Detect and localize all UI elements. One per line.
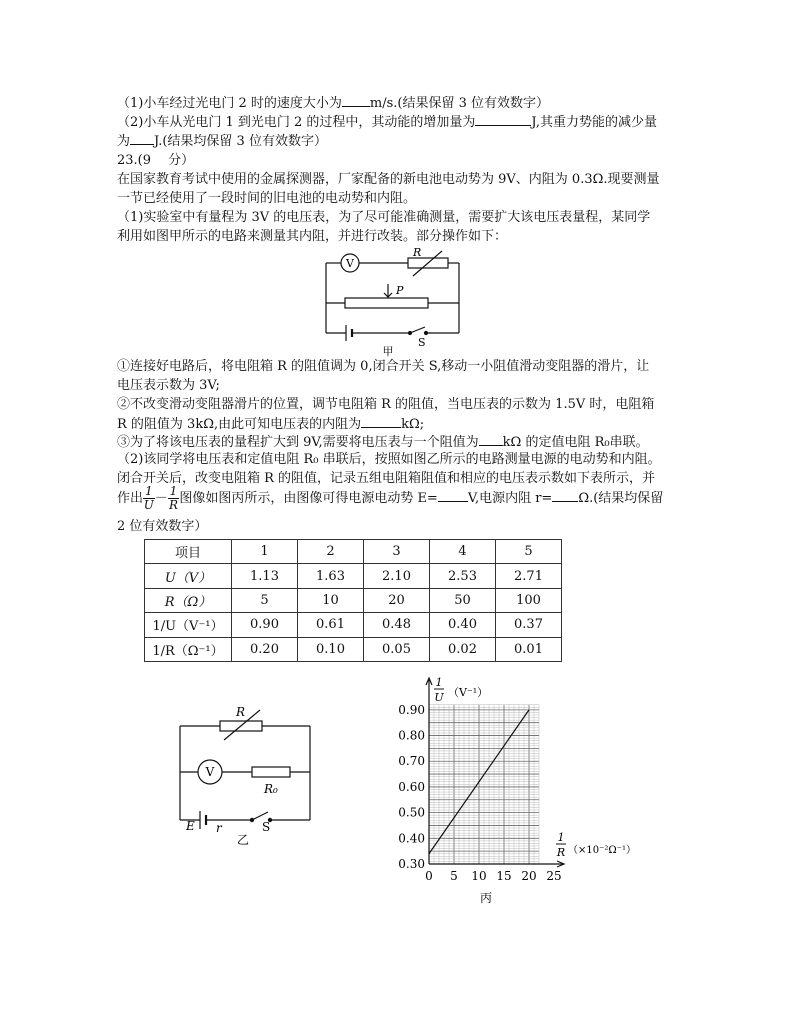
switch-label: S — [418, 336, 426, 349]
figure-caption: 甲 — [382, 345, 394, 358]
table-cell: 100 — [496, 588, 562, 612]
step-3: ③为了将该电压表的量程扩大到 9V,需要将电压表与一个阻值为 kΩ 的定值电阻 R₀串联。 — [117, 432, 649, 452]
table-cell: 1/R（Ω⁻¹） — [145, 637, 232, 661]
paragraph: （1)实验室中有量程为 3V 的电压表，为了尽可能准确测量，需要扩大该电压表量程，某同学 — [117, 210, 651, 225]
table-cell: 1.13 — [232, 564, 298, 588]
paragraph: 2 位有效数字） — [117, 519, 208, 534]
x-axis-label-den: R — [556, 846, 566, 859]
paragraph: 闭合开关后，改变电阻箱 R 的阻值，记录五组电阻箱阻值和相应的电压表示数如下表所示，并 — [117, 471, 656, 486]
x-tick-label: 5 — [450, 869, 458, 883]
table-cell: 5 — [232, 588, 298, 612]
table-cell: 2.10 — [364, 564, 430, 588]
answer-blank[interactable] — [130, 131, 154, 145]
table-cell: 50 — [430, 588, 496, 612]
figure-caption: 乙 — [236, 833, 250, 847]
resistor-label: R₀ — [264, 782, 278, 796]
answer-blank[interactable] — [479, 432, 503, 446]
table-cell: 0.40 — [430, 613, 496, 637]
switch-label: S — [262, 820, 271, 834]
voltmeter-label: V — [346, 257, 354, 270]
table-header: 2 — [298, 540, 364, 564]
x-tick-label: 0 — [425, 869, 433, 883]
voltmeter-label: V — [205, 765, 215, 779]
table-cell: 2.71 — [496, 564, 562, 588]
x-axis-label-unit: （×10⁻²Ω⁻¹） — [568, 845, 636, 856]
question-23-heading: 23.(9 分） — [117, 153, 195, 168]
table-row — [145, 637, 562, 661]
table-row — [145, 613, 562, 637]
data-table — [144, 539, 562, 662]
table-cell: 0.48 — [364, 613, 430, 637]
chart-ticks — [398, 703, 561, 883]
step-2-cont: R 的阻值为 3kΩ,由此可知电压表的内阻为 kΩ; — [117, 414, 424, 434]
table-cell: 0.10 — [298, 637, 364, 661]
step-2: ②不改变滑动变阻器滑片的位置，调节电阻箱 R 的阻值，当电压表的示数为 1.5V 时，电阻箱 — [117, 397, 655, 412]
box-label: R — [236, 705, 246, 719]
question-2-cont: 为 J.(结果均保留 3 位有效数字） — [117, 131, 327, 151]
paragraph: （2)该同学将电压表和定值电阻 R₀ 串联后，按照如图乙所示的电路测量电源的电动势和内阻。 — [117, 452, 661, 467]
table-cell: 0.20 — [232, 637, 298, 661]
slider-label: P — [396, 284, 404, 297]
y-tick-label: 0.50 — [398, 805, 425, 820]
table-cell: 20 — [364, 588, 430, 612]
table-cell: R（Ω） — [145, 588, 232, 612]
emf-label: E — [186, 819, 195, 833]
y-axis-label-unit: （V⁻¹） — [448, 686, 489, 699]
answer-blank[interactable] — [361, 414, 401, 428]
internal-resistance-label: r — [216, 821, 222, 835]
step-1-cont: 电压表示数为 3V; — [117, 378, 220, 393]
y-tick-label: 0.80 — [398, 728, 425, 743]
step-1: ①连接好电路后，将电阻箱 R 的阻值调为 0,闭合开关 S,移动一小阻值滑动变阻器的滑片，让 — [117, 359, 650, 374]
table-header: 项目 — [145, 540, 232, 564]
fraction-1-over-r: $\frac{1}{R}$ — [168, 484, 179, 512]
question-2: （2)小车从光电门 1 到光电门 2 的过程中，其动能的增加量为 J,其重力势能的减少量 — [117, 112, 657, 132]
table-row — [145, 564, 562, 588]
table-cell: 0.37 — [496, 613, 562, 637]
y-tick-label: 0.90 — [398, 702, 425, 717]
answer-blank[interactable] — [342, 93, 370, 107]
table-cell: 0.90 — [232, 613, 298, 637]
x-tick-label: 10 — [471, 869, 487, 883]
answer-blank[interactable] — [475, 112, 531, 126]
table-cell: 1/U（V⁻¹） — [145, 613, 232, 637]
table-header-row — [145, 540, 562, 564]
table-cell: 0.05 — [364, 637, 430, 661]
table-cell: 0.01 — [496, 637, 562, 661]
paragraph: 一节已经使用了一段时间的旧电池的电动势和内阻。 — [117, 191, 417, 206]
circuit-jia — [318, 246, 468, 358]
table-header: 5 — [496, 540, 562, 564]
table-cell: 0.02 — [430, 637, 496, 661]
chart-bing — [366, 672, 666, 908]
y-axis-label-num: 1 — [435, 676, 443, 689]
y-tick-label: 0.40 — [398, 831, 425, 846]
y-tick-label: 0.60 — [398, 779, 425, 794]
table-cell: 0.61 — [298, 613, 364, 637]
question-1: （1)小车经过光电门 2 时的速度大小为 m/s.(结果保留 3 位有效数字） — [117, 93, 549, 113]
table-cell: 10 — [298, 588, 364, 612]
paragraph: 在国家教育考试中使用的金属探测器，厂家配备的新电池电动势为 9V、内阻为 0.3Ω.现要测量 — [117, 172, 660, 187]
y-tick-label: 0.70 — [398, 754, 425, 769]
table-cell: 2.53 — [430, 564, 496, 588]
answer-blank[interactable] — [438, 488, 468, 502]
paragraph: 利用如图甲所示的电路来测量其内阻，并进行改装。部分操作如下： — [117, 229, 508, 244]
chart-caption: 丙 — [479, 891, 493, 905]
table-cell: U（V） — [145, 564, 232, 588]
answer-blank[interactable] — [552, 488, 578, 502]
table-header: 3 — [364, 540, 430, 564]
paragraph-with-fraction: 作出 $\frac{1}{U}$ － $\frac{1}{R}$ 图像如图丙所示，由图像可得电源电动势 E= V,电源内阻 r= Ω.(结果均保留 — [117, 484, 664, 512]
x-axis-label-num: 1 — [557, 831, 565, 844]
x-tick-label: 15 — [496, 869, 512, 883]
box-label: R — [413, 246, 422, 259]
x-tick-label: 25 — [546, 869, 562, 883]
x-tick-label: 20 — [521, 869, 537, 883]
y-tick-label: 0.30 — [398, 857, 425, 871]
table-cell: 1.63 — [298, 564, 364, 588]
fraction-1-over-u: $\frac{1}{U}$ — [143, 484, 154, 512]
y-axis-label-den: U — [434, 691, 444, 704]
chart-grid — [429, 705, 539, 864]
table-header: 4 — [430, 540, 496, 564]
table-header: 1 — [232, 540, 298, 564]
circuit-yi — [168, 698, 328, 848]
table-row — [145, 588, 562, 612]
